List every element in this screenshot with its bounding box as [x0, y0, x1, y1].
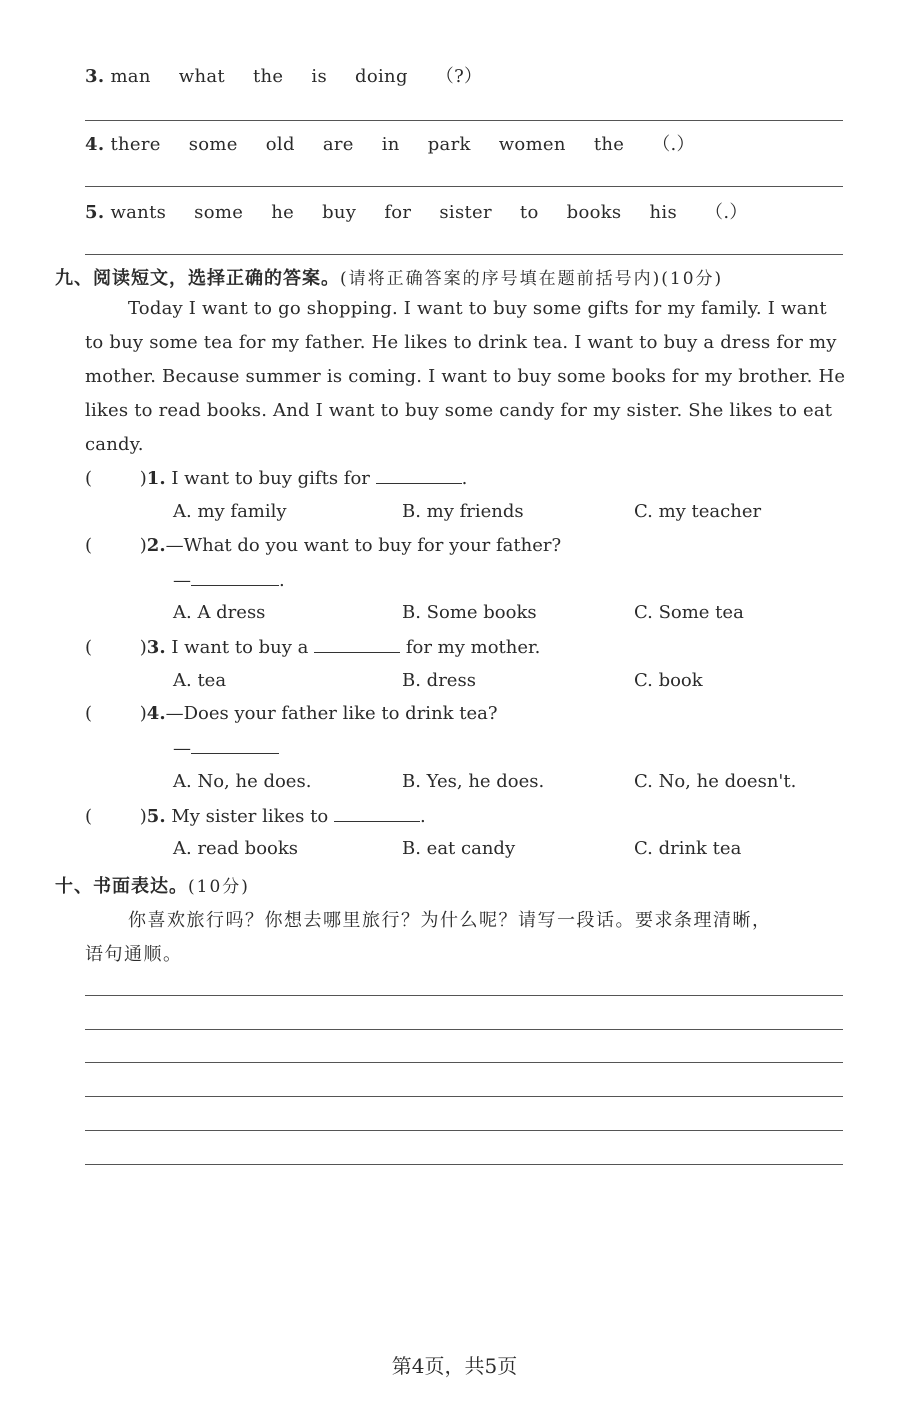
- option-b[interactable]: B. dress: [402, 670, 476, 691]
- section-10-title: 十、书面表达。(10分): [55, 876, 250, 897]
- option-a[interactable]: A. read books: [173, 838, 299, 859]
- writing-line[interactable]: [85, 1096, 843, 1097]
- option-c[interactable]: C. book: [634, 670, 703, 691]
- ordering-item-4: 4. there some old are in park women the （.）: [85, 134, 695, 155]
- option-c[interactable]: C. Some tea: [634, 602, 744, 623]
- option-c[interactable]: C. No, he doesn't.: [634, 771, 797, 792]
- writing-line[interactable]: [85, 1062, 843, 1063]
- item-number: 4.: [85, 134, 105, 155]
- page-number: 第4页，共5页: [391, 1354, 518, 1378]
- writing-line[interactable]: [85, 1130, 843, 1131]
- fill-blank[interactable]: [334, 805, 420, 822]
- option-b[interactable]: B. Some books: [402, 602, 537, 623]
- option-a[interactable]: A. No, he does.: [173, 771, 312, 792]
- question-1: ( )1. I want to buy gifts for .: [85, 468, 468, 489]
- passage-line: likes to read books. And I want to buy some candy for my sister. She likes to eat: [85, 400, 833, 421]
- answer-line[interactable]: [85, 120, 843, 121]
- ordering-item-3: 3. man what the is doing （?）: [85, 66, 483, 87]
- writing-line[interactable]: [85, 1029, 843, 1030]
- fill-blank[interactable]: [376, 467, 462, 484]
- answer-line[interactable]: [85, 186, 843, 187]
- option-b[interactable]: B. Yes, he does.: [402, 771, 545, 792]
- answer-line[interactable]: [85, 254, 843, 255]
- writing-prompt-line-1: 你喜欢旅行吗？你想去哪里旅行？为什么呢？请写一段话。要求条理清晰，: [128, 910, 772, 931]
- passage-line: to buy some tea for my father. He likes to drink tea. I want to buy a dress for my: [85, 332, 837, 353]
- item-number: 5.: [85, 202, 105, 223]
- question-4: ( )4.—Does your father like to drink tea?: [85, 703, 498, 724]
- writing-prompt-line-2: 语句通顺。: [85, 944, 183, 965]
- question-3: ( )3. I want to buy a for my mother.: [85, 637, 541, 658]
- fill-blank[interactable]: [191, 737, 279, 754]
- option-a[interactable]: A. tea: [173, 670, 227, 691]
- option-b[interactable]: B. eat candy: [402, 838, 516, 859]
- answer-line-q2: — .: [173, 570, 285, 591]
- option-a[interactable]: A. A dress: [173, 602, 266, 623]
- passage-line: Today I want to go shopping. I want to buy some gifts for my family. I want: [128, 298, 827, 319]
- writing-line[interactable]: [85, 995, 843, 996]
- passage-line: candy.: [85, 434, 144, 455]
- writing-line[interactable]: [85, 1164, 843, 1165]
- item-number: 3.: [85, 66, 105, 87]
- option-a[interactable]: A. my family: [173, 501, 287, 522]
- section-9-title: 九、阅读短文，选择正确的答案。(请将正确答案的序号填在题前括号内)(10分): [55, 268, 724, 289]
- ordering-item-5: 5. wants some he buy for sister to books his （.）: [85, 202, 748, 223]
- question-5: ( )5. My sister likes to .: [85, 806, 426, 827]
- option-c[interactable]: C. drink tea: [634, 838, 742, 859]
- answer-line-q4: —: [173, 737, 279, 759]
- fill-blank[interactable]: [314, 636, 400, 653]
- fill-blank[interactable]: [191, 569, 279, 586]
- passage-line: mother. Because summer is coming. I want to buy some books for my brother. He: [85, 366, 846, 387]
- option-b[interactable]: B. my friends: [402, 501, 524, 522]
- option-c[interactable]: C. my teacher: [634, 501, 762, 522]
- question-2: ( )2.—What do you want to buy for your father?: [85, 535, 562, 556]
